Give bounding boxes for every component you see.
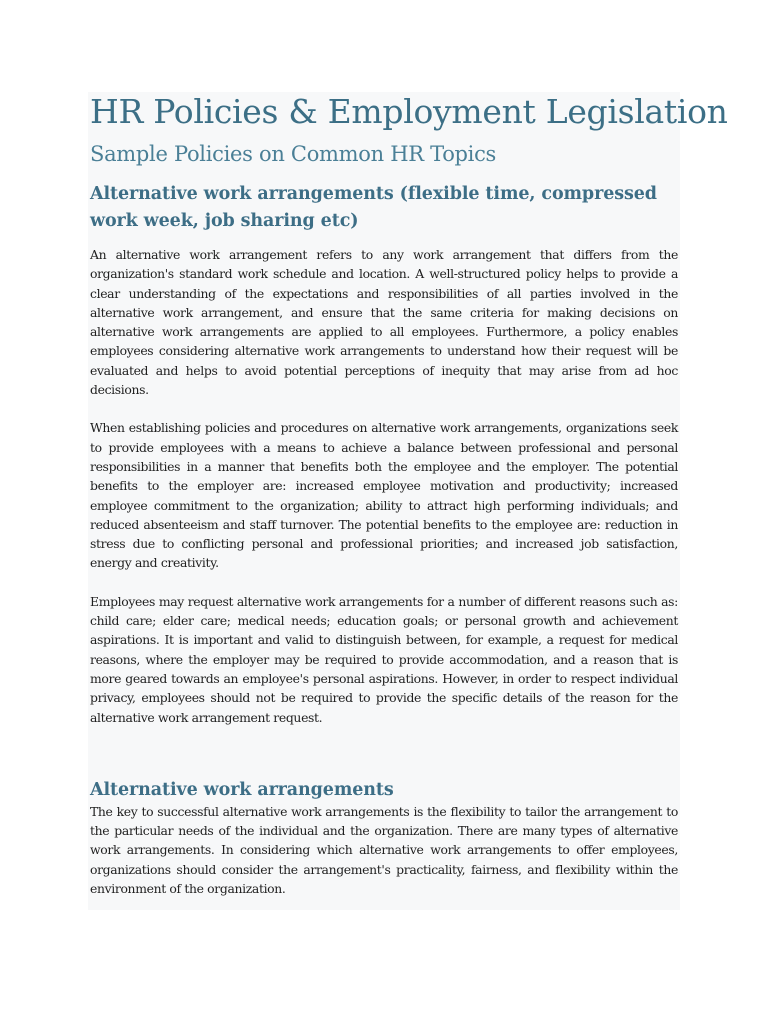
- section-heading-alternative-arrangements: Alternative work arrangements: [90, 779, 394, 800]
- document-title: HR Policies & Employment Legislation: [90, 92, 728, 131]
- paragraph: When establishing policies and procedures on alternative work arrangements, organizations seek to provide employees with a means to achieve a balance between professional and personal responsibilities in a manner that benefits both the employee and the employer. The potential benefits to the employer are: increased employee motivation and productivity; increased employee commitment to the organization; ability to attract high performing individuals; and reduced absenteeism and staff turnover. The potential benefits to the employee are: reduction in stress due to conflicting personal and professional priorities; and increased job satisfaction, energy and creativity.: [90, 420, 678, 571]
- document-subtitle: Sample Policies on Common HR Topics: [90, 142, 497, 166]
- section-heading-flexible-arrangements: Alternative work arrangements (flexible time, compressed work week, job sharing etc): [90, 184, 657, 231]
- paragraph: An alternative work arrangement refers to any work arrangement that differs from the organization's standard work schedule and location. A well-structured policy helps to provide a clear understanding of the expectations and responsibilities of all parties involved in the alternative work arrangement, and ensure that the same criteria for making decisions on alternative work arrangements are applied to all employees. Furthermore, a policy enables employees considering alternative work arrangements to understand how their request will be evaluated and helps to avoid potential perceptions of inequity that may arise from ad hoc decisions.: [90, 247, 678, 398]
- paragraph: Employees may request alternative work arrangements for a number of different reasons such as: child care; elder care; medical needs; education goals; or personal growth and achievement aspirations. It is important and valid to distinguish between, for example, a request for medical reasons, where the employer may be required to provide accommodation, and a reason that is more geared towards an employee's personal aspirations. However, in order to respect individual privacy, employees should not be required to provide the specific details of the reason for the alternative work arrangement request.: [90, 593, 678, 725]
- document-page: [88, 92, 728, 910]
- paragraph: The key to successful alternative work arrangements is the flexibility to tailor the arrangement to the particular needs of the individual and the organization. There are many types of alternative work arrangements. In considering which alternative work arrangements to offer employees, organizations should consider the arrangement's practicality, fairness, and flexibility within the environment of the organization.: [90, 803, 678, 897]
